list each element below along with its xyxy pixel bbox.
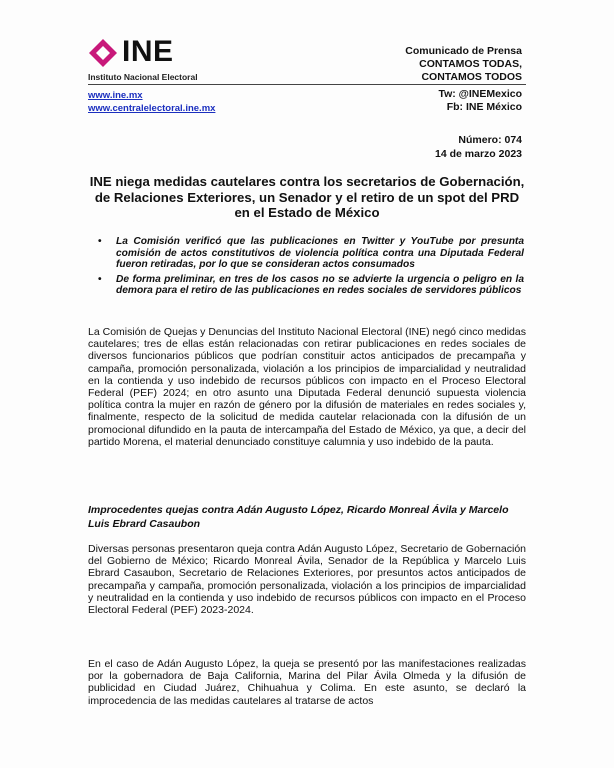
ine-logo bbox=[88, 35, 238, 82]
list-item bbox=[98, 274, 524, 297]
social-handles bbox=[438, 88, 522, 114]
bullet-icon: • bbox=[98, 236, 102, 247]
website-links bbox=[88, 89, 215, 115]
list-item bbox=[98, 236, 524, 271]
facebook-handle: Fb: INE México bbox=[446, 101, 522, 113]
body-paragraph-1: La Comisión de Quejas y Denuncias del Instituto Nacional Electoral (INE) negó cinco medidas cautelares; tres de ellas están relacionadas con retirar publicaciones en redes sociales de diversos funcionarios públicos que podrían constituir actos anticipados de precampaña y campaña, promoción personalizada, violación a los principios de imparcialidad y neutralidad en la contienda y uso indebido de recursos públicos con impacto en el Proceso Electoral Federal (PEF) 2024; en otro asunto una Diputada Federal denunció supuesta violencia política contra la mujer en razón de género por la difusión de materiales en redes sociales y, finalmente, respecto de la solicitud de medida cautelar relacionada con la difusión de un promocional difundido en la pauta de intercampaña del Estado de México, ya que, a decir del partido Morena, el material denunciado constituye calumnia y uso indebido de la pauta. bbox=[88, 326, 526, 448]
release-date: 14 de marzo 2023 bbox=[435, 147, 522, 160]
link-centralelectoral[interactable]: www.centralelectoral.ine.mx bbox=[88, 103, 216, 114]
twitter-handle: Tw: @INEMexico bbox=[438, 88, 522, 100]
bullet-text: La Comisión verificó que las publicaciones en Twitter y YouTube por presunta comisión de actos constitutivos de violencia política contra una Diputada Federal fueron retiradas, por lo que se consideran actos consumados bbox=[116, 236, 524, 271]
bullet-text: De forma preliminar, en tres de los casos no se advierte la urgencia o peligro en la demora para el retiro de las publicaciones en redes sociales de servidores públicos bbox=[116, 273, 524, 297]
press-line: CONTAMOS TODOS bbox=[421, 71, 522, 83]
header-divider bbox=[88, 84, 526, 85]
ine-logo-mark-icon bbox=[88, 38, 118, 68]
body-paragraph-3: En el caso de Adán Augusto López, la queja se presentó por las manifestaciones realizadas por la gobernadora de Baja California, Marina del Pilar Ávila Olmeda y la difusión de publicidad en Ciudad Juárez, Chihuahua y Colima. En este asunto, se declaró la improcedencia de las medidas cautelares al tratarse de actos bbox=[88, 658, 526, 707]
press-line: CONTAMOS TODAS, bbox=[419, 58, 522, 70]
press-release-label bbox=[405, 45, 522, 84]
body-paragraph-2: Diversas personas presentaron queja contra Adán Augusto López, Secretario de Gobernación del Gobierno de México; Ricardo Monreal Ávila, Senador de la República y Marcelo Luis Ebrard Casaubon, Secretario de Relaciones Exteriores, por presuntos actos anticipados de precampaña y campaña, promoción personalizada, violación a los principios de imparcialidad y neutralidad en la contienda y uso indebido de recursos públicos con impacto en el Proceso Electoral Federal (PEF) 2023-2024. bbox=[88, 543, 526, 617]
release-meta bbox=[435, 134, 522, 161]
summary-bullets bbox=[98, 236, 524, 300]
logo-wordmark: INE bbox=[122, 35, 174, 68]
section-subheading: Improcedentes quejas contra Adán Augusto López, Ricardo Monreal Ávila y Marcelo Luis Ebrard Casaubon bbox=[88, 504, 509, 530]
logo-subtitle: Instituto Nacional Electoral bbox=[88, 72, 198, 82]
link-ine[interactable]: www.ine.mx bbox=[88, 90, 143, 101]
bullet-icon: • bbox=[98, 273, 102, 285]
release-number: Número: 074 bbox=[458, 134, 522, 146]
press-line: Comunicado de Prensa bbox=[405, 45, 522, 57]
page-title: INE niega medidas cautelares contra los secretarios de Gobernación, de Relaciones Exteriores, un Senador y el retiro de un spot del PRD en el Estado de México bbox=[89, 174, 525, 220]
